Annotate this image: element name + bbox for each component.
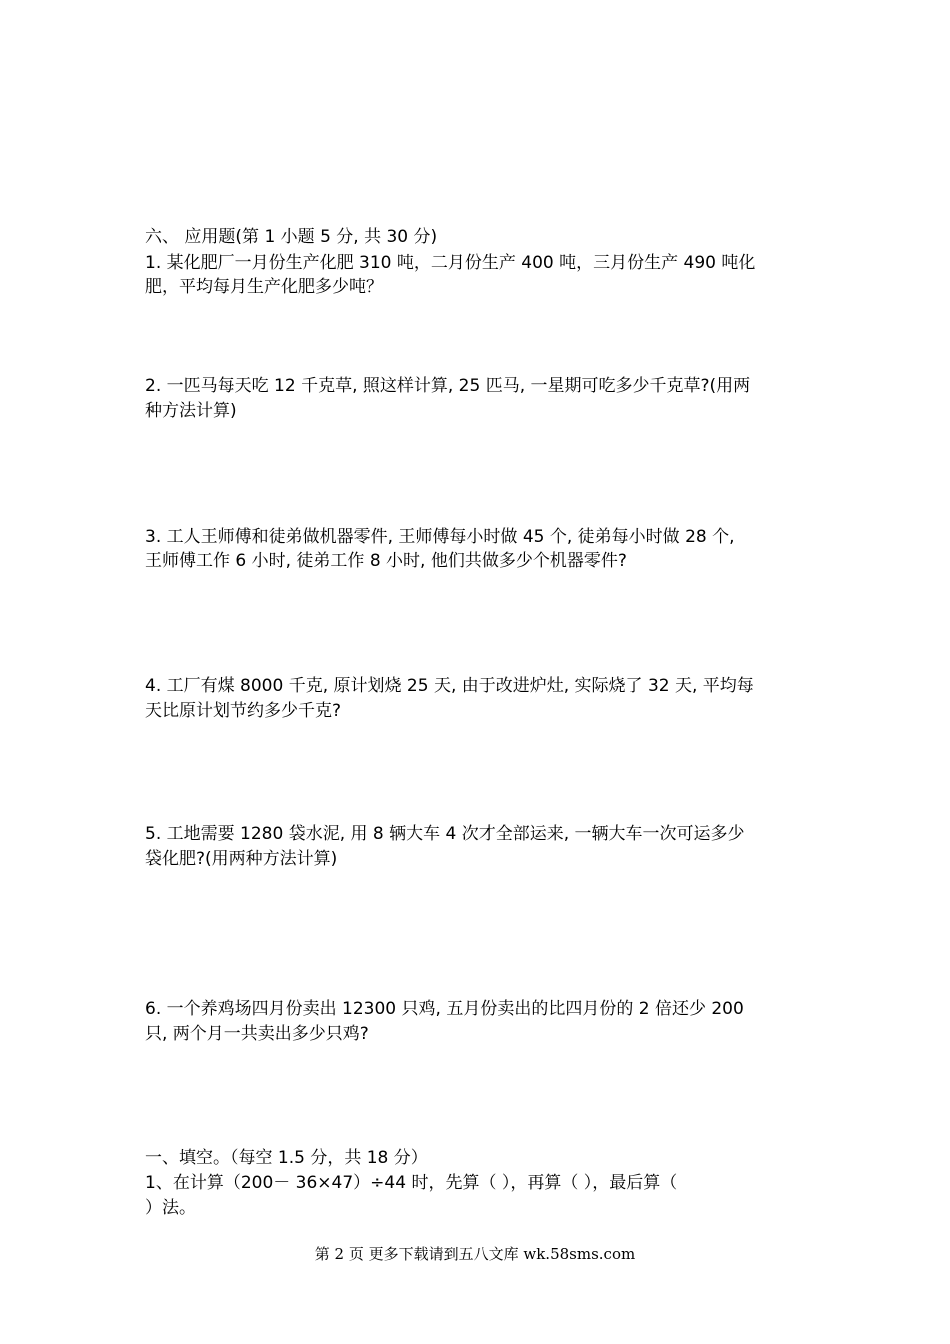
question-3-line-2: 王师傅工作 6 小时, 徒弟工作 8 小时, 他们共做多少个机器零件? — [145, 551, 627, 571]
fill-in-question-1-line-2: ）法。 — [145, 1198, 196, 1218]
question-5-line-1: 5. 工地需要 1280 袋水泥, 用 8 辆大车 4 次才全部运来, 一辆大车一次可运多少 — [145, 824, 745, 844]
question-1-line-1: 1. 某化肥厂一月份生产化肥 310 吨，二月份生产 400 吨，三月份生产 490 吨化 — [145, 253, 756, 273]
question-4-line-2: 天比原计划节约多少千克? — [145, 701, 342, 721]
question-6-line-2: 只, 两个月一共卖出多少只鸡? — [145, 1024, 369, 1044]
section-heading-applied-problems: 六、 应用题(第 1 小题 5 分, 共 30 分) — [145, 227, 438, 247]
question-6-line-1: 6. 一个养鸡场四月份卖出 12300 只鸡, 五月份卖出的比四月份的 2 倍还少 200 — [145, 999, 744, 1019]
page-footer: 第 2 页 更多下载请到五八文库 wk.58sms.com — [314, 1245, 636, 1263]
section-heading-fill-in: 一、填空。（每空 1.5 分，共 18 分） — [145, 1148, 428, 1168]
question-1-line-2: 肥，平均每月生产化肥多少吨？ — [145, 277, 383, 297]
question-2-line-2: 种方法计算) — [145, 401, 237, 421]
question-4-line-1: 4. 工厂有煤 8000 千克, 原计划烧 25 天, 由于改进炉灶, 实际烧了 32 天, 平均每 — [145, 676, 754, 696]
question-2-line-1: 2. 一匹马每天吃 12 千克草, 照这样计算, 25 匹马, 一星期可吃多少千克草?(用两 — [145, 376, 751, 396]
question-5-line-2: 袋化肥?(用两种方法计算) — [145, 849, 338, 869]
fill-in-question-1-line-1: 1、在计算（200－ 36×47）÷44 时，先算（ ），再算（ ），最后算（ — [145, 1173, 678, 1193]
question-3-line-1: 3. 工人王师傅和徒弟做机器零件, 王师傅每小时做 45 个, 徒弟每小时做 28 个, — [145, 527, 735, 547]
